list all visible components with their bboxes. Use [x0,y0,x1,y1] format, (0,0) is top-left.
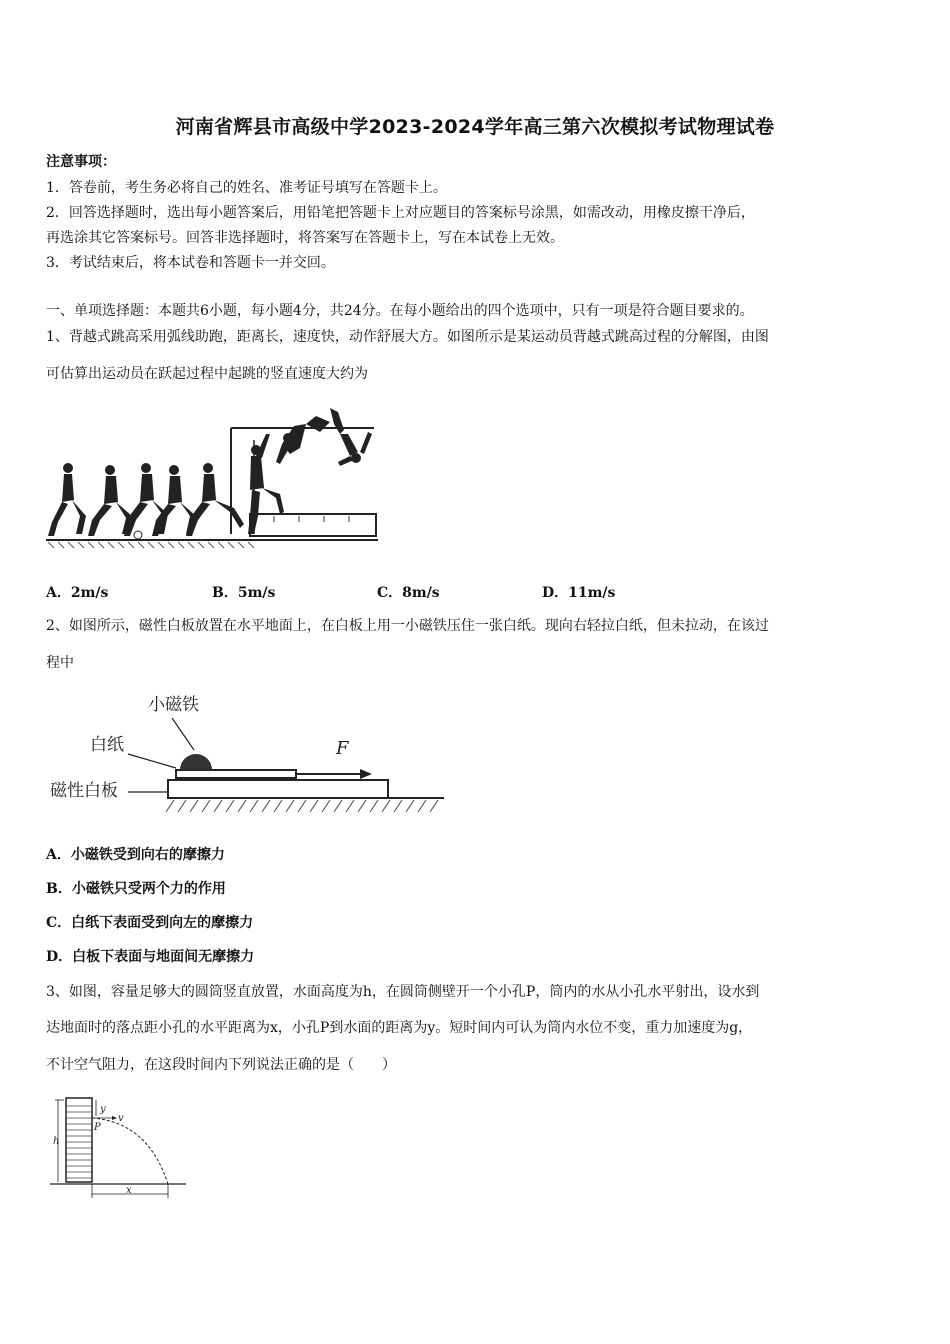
label-x: x [126,1185,132,1196]
label-y: y [100,1104,106,1115]
label-paper: 白纸 [90,735,124,755]
question-1-text: 可估算出运动员在跃起过程中起跳的竖直速度大约为 [46,366,368,382]
label-v: v [118,1113,124,1124]
q2-option-a[interactable]: A．小磁铁受到向右的摩擦力 [46,847,225,863]
q1-option-d[interactable]: D．11m/s [542,585,616,601]
q1-option-a[interactable]: A．2m/s [46,585,109,601]
question-2-text: 2、如图所示，磁性白板放置在水平地面上，在白板上用一小磁铁压住一张白纸。现向右轻拉白纸，但未拉动，在该过 [46,618,769,634]
notes-item: 2．回答选择题时，选出每小题答案后，用铅笔把答题卡上对应题目的答案标号涂黑，如需改动，用橡皮擦干净后， [46,205,755,221]
q2-option-d[interactable]: D．白板下表面与地面间无摩擦力 [46,949,255,965]
notes-item: 3．考试结束后，将本试卷和答题卡一并交回。 [46,255,335,271]
label-board: 磁性白板 [50,781,118,801]
notes-heading: 注意事项： [46,154,116,170]
water-cylinder-figure [50,1092,190,1202]
notes-item: 再选涂其它答案标号。回答非选择题时，将答案写在答题卡上，写在本试卷上无效。 [46,230,564,246]
q2-option-c[interactable]: C．白纸下表面受到向左的摩擦力 [46,915,254,931]
question-1-text: 1、背越式跳高采用弧线助跑，距离长，速度快，动作舒展大方。如图所示是某运动员背越式跳高过程的分解图，由图 [46,329,769,345]
label-magnet: 小磁铁 [148,695,199,715]
section-heading: 一、单项选择题：本题共6小题，每小题4分，共24分。在每小题给出的四个选项中，只有一项是符合题目要求的。 [46,303,754,319]
q2-option-b[interactable]: B．小磁铁只受两个力的作用 [46,881,226,897]
high-jump-figure [44,404,380,552]
q1-option-c[interactable]: C．8m/s [377,585,440,601]
q1-option-b[interactable]: B．5m/s [212,585,276,601]
label-p: P [94,1122,101,1133]
magnet-board-figure [44,684,446,818]
notes-item: 1．答卷前，考生务必将自己的姓名、准考证号填写在答题卡上。 [46,180,447,196]
label-h: h [53,1136,60,1147]
label-force: F [336,738,349,759]
question-2-text: 程中 [46,655,74,671]
question-3-text: 达地面时的落点距小孔的水平距离为x，小孔P到水面的距离为y。短时间内可认为筒内水位不变，重力加速度为g， [46,1020,753,1036]
question-3-text: 不计空气阻力，在这段时间内下列说法正确的是（ ） [46,1057,396,1073]
page-title: 河南省辉县市高级中学2023-2024学年高三第六次模拟考试物理试卷 [175,116,775,138]
question-3-text: 3、如图，容量足够大的圆筒竖直放置，水面高度为h，在圆筒侧壁开一个小孔P，筒内的水从小孔水平射出，设水到 [46,984,760,1000]
